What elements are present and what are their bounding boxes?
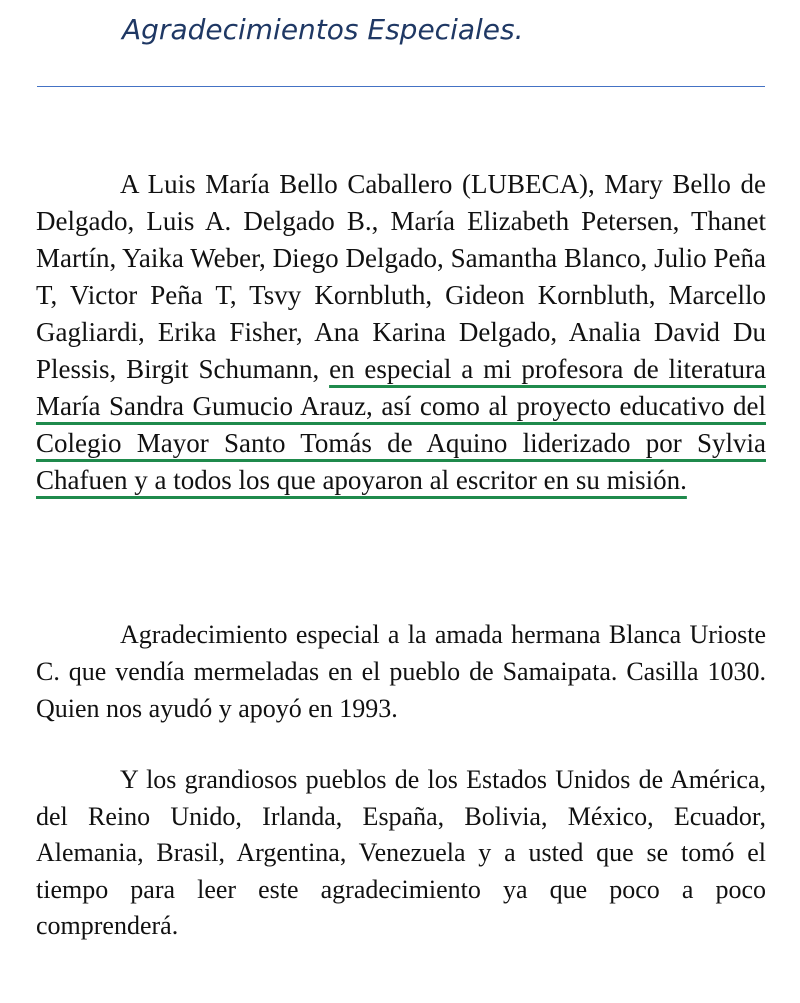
underlined-highlight-text: en especial a mi profesora de literatura María Sandra Gumucio Arauz, así como al proyecto educativo del Colegio Mayor Santo Tomás de Aquino liderizado por Sylvia Chafuen y a todos los que apoyaron al escritor en su misión. (36, 354, 766, 495)
acknowledgment-paragraph-1 (36, 166, 766, 499)
page-title: Agradecimientos Especiales. (122, 13, 524, 46)
acknowledged-names-text: A Luis María Bello Caballero (LUBECA), Mary Bello de Delgado, Luis A. Delgado B., María Elizabeth Petersen, Thanet Martín, Yaika Weber, Diego Delgado, Samantha Blanco, Julio Peña T, Victor Peña T, Tsvy Kornbluth, Gideon Kornbluth, Marcello Gagliardi, Erika Fisher, Ana Karina Delgado, Analia David Du Plessis, Birgit Schumann, (36, 169, 766, 384)
paragraph-2-text: Agradecimiento especial a la amada hermana Blanca Urioste C. que vendía mermeladas en el pueblo de Samaipata. Casilla 1030. Quien nos ayudó y apoyó en 1993. (36, 620, 766, 723)
paragraph-3-text: Y los grandiosos pueblos de los Estados Unidos de América, del Reino Unido, Irlanda, España, Bolivia, México, Ecuador, Alemania, Brasil, Argentina, Venezuela y a usted que se tomó el tiempo para leer este agradecimiento ya que poco a poco comprenderá. (36, 765, 766, 940)
title-divider (37, 86, 765, 87)
acknowledgment-paragraph-2 (36, 616, 766, 727)
acknowledgment-paragraph-3 (36, 762, 766, 945)
